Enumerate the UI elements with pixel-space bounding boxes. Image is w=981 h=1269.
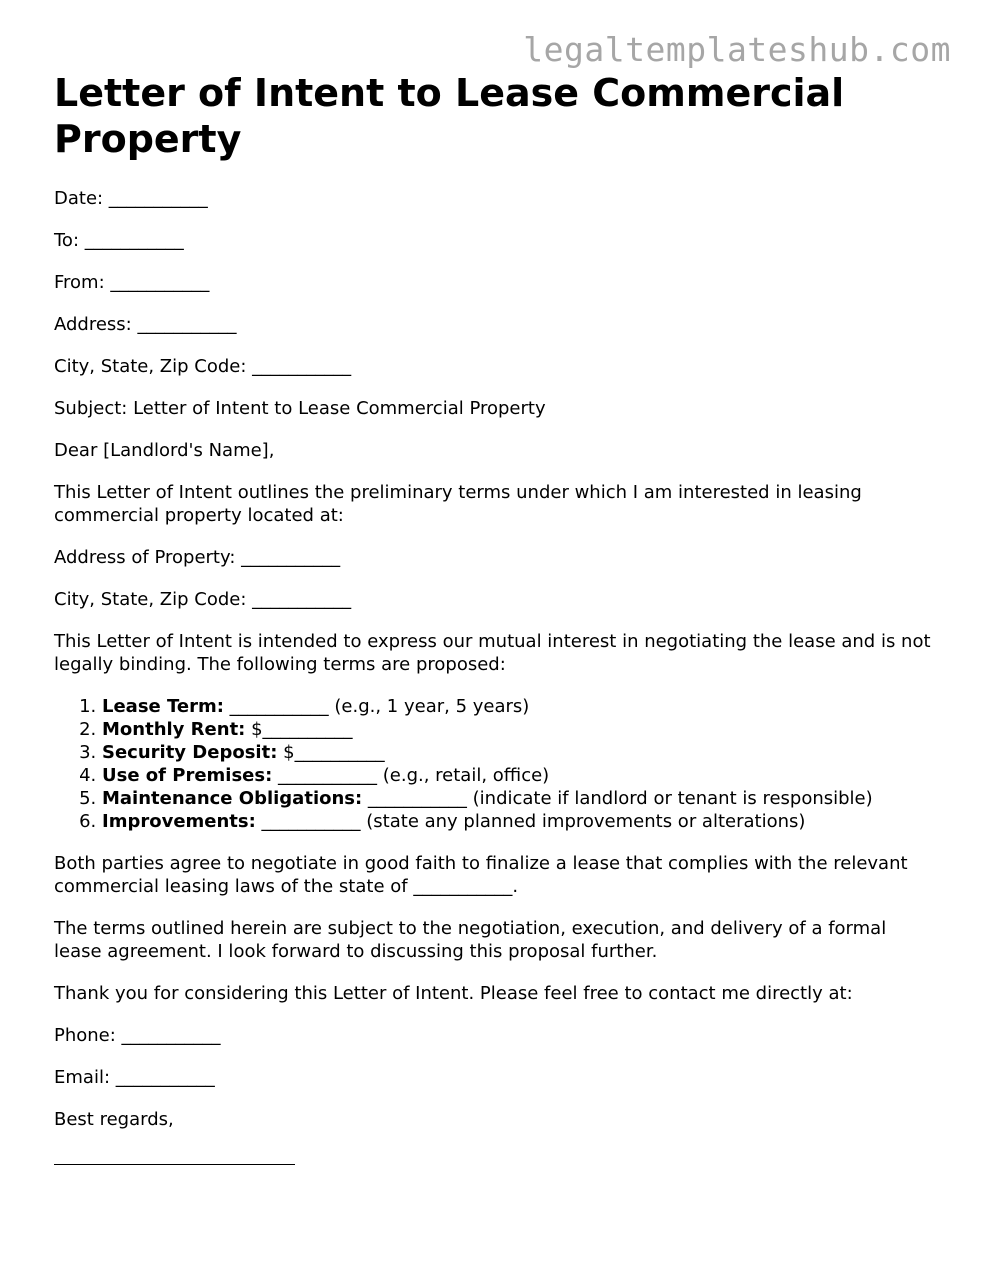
term-monthly-rent bbox=[102, 718, 934, 741]
address-field: Address: ___________ bbox=[54, 314, 237, 335]
term-maintenance-obligations bbox=[102, 787, 934, 810]
term-improvements bbox=[102, 810, 934, 833]
term-text: ___________ (e.g., 1 year, 5 years) bbox=[223, 696, 530, 717]
property-address-field: Address of Property: ___________ bbox=[54, 547, 341, 568]
term-lease-term bbox=[102, 695, 934, 718]
term-use-of-premises bbox=[102, 764, 934, 787]
term-label: Maintenance Obligations: bbox=[102, 788, 363, 809]
purpose-paragraph: This Letter of Intent is intended to express our mutual interest in negotiating the lease and is not legally binding. The following terms are proposed: bbox=[54, 631, 931, 675]
to-field: To: ___________ bbox=[54, 230, 184, 251]
term-label: Security Deposit: bbox=[102, 742, 278, 763]
term-label: Lease Term: bbox=[102, 696, 224, 717]
term-text: ___________ (state any planned improvements or alterations) bbox=[255, 811, 806, 832]
intro-paragraph: This Letter of Intent outlines the preliminary terms under which I am interested in leasing commercial property located at: bbox=[54, 482, 862, 526]
subject-line: Subject: Letter of Intent to Lease Commercial Property bbox=[54, 398, 546, 419]
watermark: legaltemplateshub.com bbox=[523, 30, 951, 69]
letter-body bbox=[54, 70, 934, 1165]
date-field: Date: ___________ bbox=[54, 188, 208, 209]
subject-to-paragraph: The terms outlined herein are subject to the negotiation, execution, and delivery of a formal lease agreement. I look forward to discussing this proposal further. bbox=[54, 918, 887, 962]
thanks-paragraph: Thank you for considering this Letter of Intent. Please feel free to contact me directly at: bbox=[54, 983, 853, 1004]
city-state-zip-field: City, State, Zip Code: ___________ bbox=[54, 356, 352, 377]
term-label: Monthly Rent: bbox=[102, 719, 246, 740]
term-text: ___________ (e.g., retail, office) bbox=[272, 765, 550, 786]
term-label: Improvements: bbox=[102, 811, 256, 832]
term-text: $__________ bbox=[277, 742, 385, 763]
from-field: From: ___________ bbox=[54, 272, 210, 293]
email-field: Email: ___________ bbox=[54, 1067, 215, 1088]
property-city-state-zip-field: City, State, Zip Code: ___________ bbox=[54, 589, 352, 610]
term-label: Use of Premises: bbox=[102, 765, 273, 786]
term-text: ___________ (indicate if landlord or tenant is responsible) bbox=[362, 788, 873, 809]
closing: Best regards, bbox=[54, 1109, 174, 1130]
phone-field: Phone: ___________ bbox=[54, 1025, 221, 1046]
term-security-deposit bbox=[102, 741, 934, 764]
good-faith-paragraph: Both parties agree to negotiate in good faith to finalize a lease that complies with the relevant commercial leasing laws of the state of ___________. bbox=[54, 853, 908, 897]
terms-list bbox=[54, 695, 934, 833]
term-text: $__________ bbox=[245, 719, 353, 740]
signature-line bbox=[54, 1164, 295, 1165]
salutation: Dear [Landlord's Name], bbox=[54, 440, 275, 461]
page-title: Letter of Intent to Lease Commercial Property bbox=[54, 71, 845, 161]
